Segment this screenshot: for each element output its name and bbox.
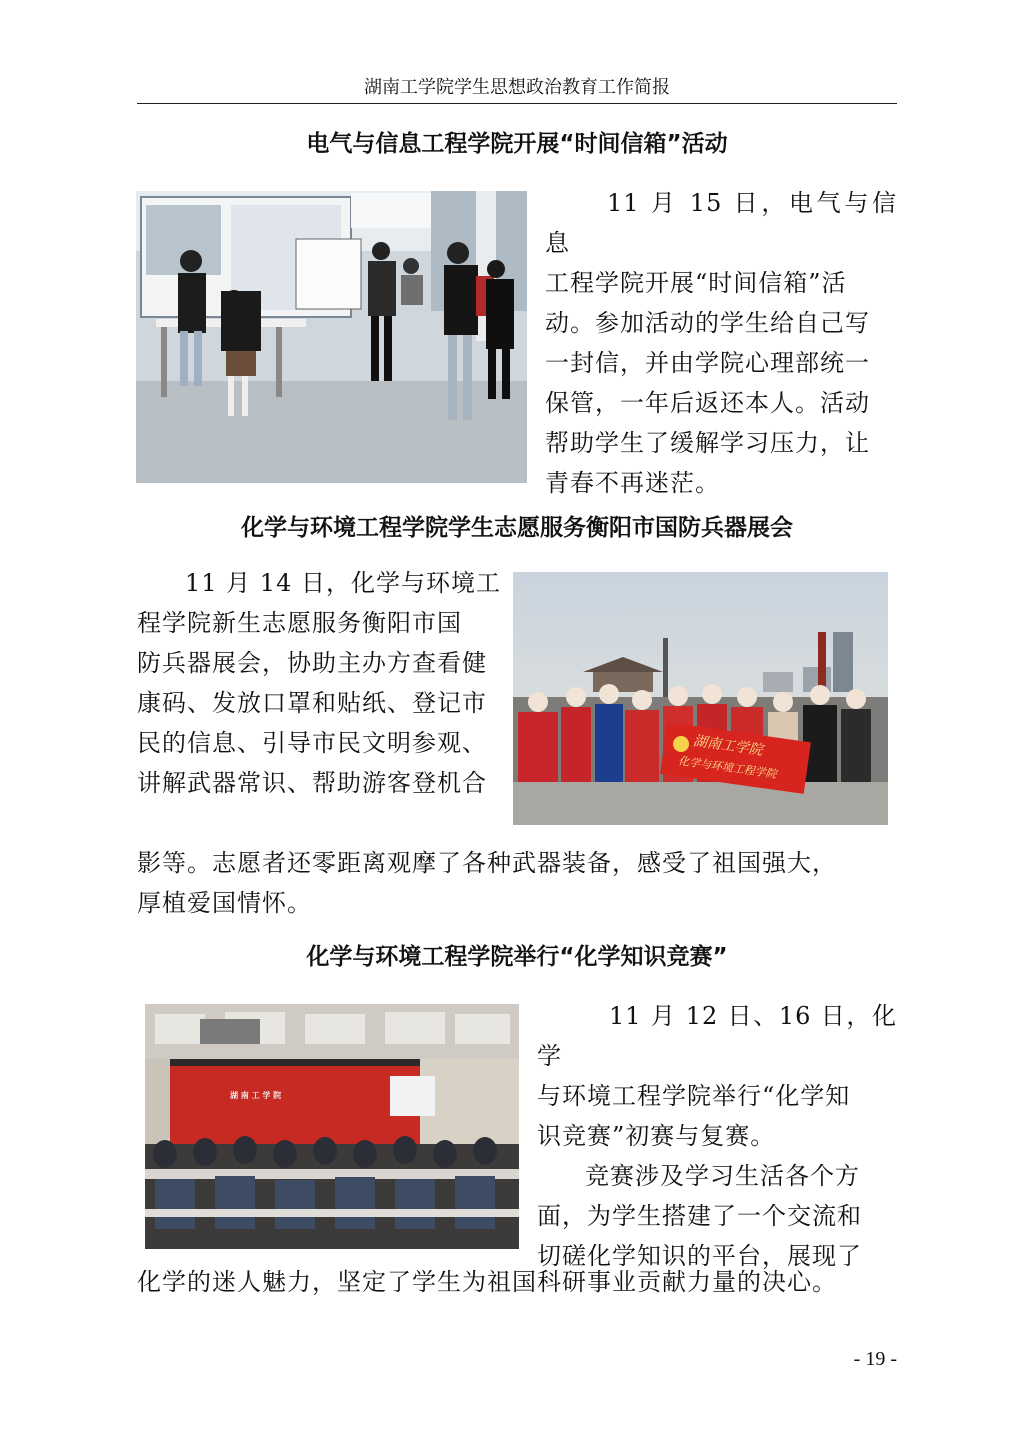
text-line: 康码、发放口罩和贴纸、登记市 <box>137 689 487 717</box>
text-line: 动。参加活动的学生给自己写 <box>545 309 870 337</box>
text-line: 面，为学生搭建了一个交流和 <box>537 1202 862 1230</box>
text-line: 11 月 14 日，化学与环境工 <box>185 569 501 597</box>
page-number: - 19 - <box>853 1348 897 1370</box>
text-line: 保管，一年后返还本人。活动 <box>545 389 870 417</box>
banner-text-bottom: 化学与环境工程学院 <box>677 754 778 781</box>
text-line: 帮助学生了缓解学习压力，让 <box>545 429 870 457</box>
section-3-title: 化学与环境工程学院举行“化学知识竞赛” <box>306 944 728 970</box>
knowledge-contest-hall-photo <box>145 1004 519 1249</box>
section-1-paragraph <box>545 183 897 503</box>
section-1-title: 电气与信息工程学院开展“时间信箱”活动 <box>306 131 728 157</box>
section-3-paragraph <box>537 996 897 1276</box>
text-line: 与环境工程学院举行“化学知 <box>537 1082 851 1110</box>
text-line: 程学院新生志愿服务衡阳市国 <box>137 609 462 637</box>
text-line: 化学的迷人魅力，坚定了学生为祖国科研事业贡献力量的决心。 <box>137 1268 837 1296</box>
text-line: 识竞赛”初赛与复赛。 <box>537 1122 776 1150</box>
section-3-paragraph-continued <box>137 1262 897 1302</box>
text-line: 青春不再迷茫。 <box>545 469 720 497</box>
text-line: 民的信息、引导市民文明参观、 <box>137 729 487 757</box>
text-line: 影等。志愿者还零距离观摩了各种武器装备，感受了祖国强大， <box>137 849 837 877</box>
header-divider <box>137 103 897 104</box>
section-2-paragraph <box>137 563 513 803</box>
text-line: 厚植爱国情怀。 <box>137 889 312 917</box>
text-line: 11 月 12 日、16 日，化学 <box>537 1002 897 1070</box>
section-2-paragraph-continued <box>137 843 897 923</box>
text-line: 竞赛涉及学习生活各个方 <box>585 1162 860 1190</box>
page-header: 湖南工学院学生思想政治教育工作简报 <box>364 77 670 98</box>
text-line: 一封信，并由学院心理部统一 <box>545 349 870 377</box>
text-line: 讲解武器常识、帮助游客登机合 <box>137 769 487 797</box>
banner-text-top: 湖南工学院 <box>692 733 764 759</box>
text-line: 切磋化学知识的平台，展现了 <box>537 1242 862 1270</box>
text-line: 防兵器展会，协助主办方查看健 <box>137 649 487 677</box>
section-2-title: 化学与环境工程学院学生志愿服务衡阳市国防兵器展会 <box>241 515 793 541</box>
stage-backdrop-text: 湖 南 工 学 院 <box>230 1091 282 1100</box>
text-line: 工程学院开展“时间信箱”活 <box>545 269 847 297</box>
volunteer-group-photo <box>513 572 888 825</box>
students-writing-letters-photo <box>136 191 527 483</box>
text-line: 11 月 15 日，电气与信息 <box>545 189 897 257</box>
